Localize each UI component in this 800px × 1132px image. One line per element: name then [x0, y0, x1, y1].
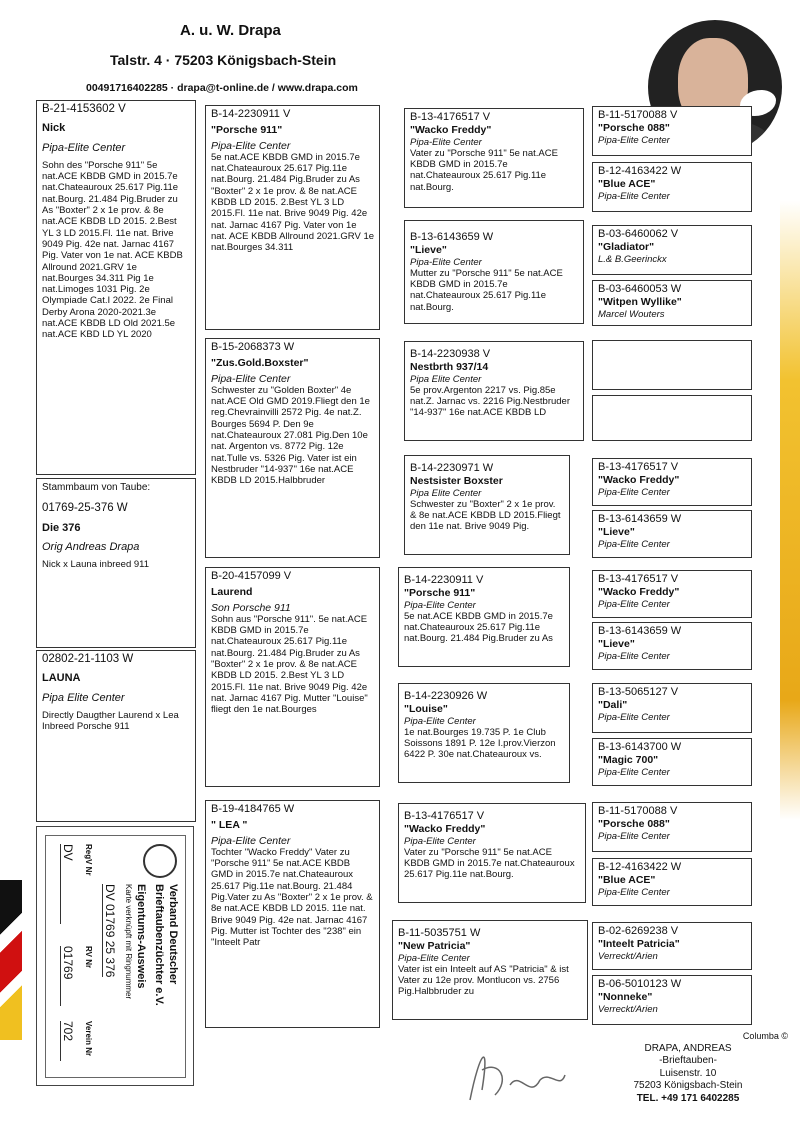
ring-number: B-02-6269238 V [598, 925, 679, 937]
pigeon-name: Laurend [211, 586, 253, 599]
pigeon-name: "Lieve" [598, 638, 635, 651]
loft-name: Pipa-Elite Center [404, 715, 476, 727]
grandparent-box [398, 803, 586, 903]
loft-name: Pipa-Elite Center [598, 886, 670, 898]
loft-name: Pipa-Elite Center [404, 835, 476, 847]
loft-name: Pipa-Elite Center [410, 136, 482, 148]
grandparent-box [404, 220, 584, 324]
ring-number: B-11-5170088 V [598, 109, 678, 121]
dam-sire-box [205, 567, 380, 787]
pigeon-name: "Lieve" [598, 526, 635, 539]
grandparent-box [392, 920, 588, 1020]
great-grandparent-box [592, 922, 752, 970]
ring-number: B-21-4153602 V [42, 103, 126, 115]
pigeon-notes: Vater ist ein Inteelt auf AS "Patricia" & ist Vater zu 12e prov. Montlucon vs. 2756 Pig.Halbbruder zu [398, 963, 569, 998]
pigeon-name: "Magic 700" [598, 754, 659, 767]
card-ring-number: DV 01769 25 376 [103, 884, 117, 978]
ring-number: 01769-25-376 W [42, 502, 128, 515]
loft-name: Pipa-Elite Center [211, 372, 291, 385]
card-value-verein: 702 [60, 1021, 75, 1061]
breeder-address: Talstr. 4 · 75203 Königsbach-Stein [110, 52, 337, 68]
pigeon-name: LAUNA [42, 672, 81, 685]
loft-name: Pipa Elite Center [410, 487, 482, 499]
pigeon-notes: 5e nat.ACE KBDB GMD in 2015.7e nat.Chateauroux 25.617 Pig.11e nat.Bourg. 21.484 Pig.Bruder zu As [404, 610, 553, 645]
loft-name: Son Porsche 911 [211, 601, 291, 614]
pigeon-notes: Vater zu "Porsche 911" 5e nat.ACE KBDB GMD in 2015.7e nat.Chateauroux 25.617 Pig.11e nat.Bourg. [410, 147, 558, 193]
grandparent-box [404, 455, 570, 555]
pigeon-name: "Gladiator" [598, 241, 655, 254]
ring-number: B-11-5035751 W [398, 927, 481, 939]
ring-number: B-13-4176517 V [598, 461, 679, 473]
pigeon-name: "Lieve" [410, 244, 447, 257]
loft-name: Pipa-Elite Center [398, 952, 470, 964]
loft-name: Pipa-Elite Center [598, 190, 670, 202]
signature [460, 1030, 570, 1110]
breeder-name: A. u. W. Drapa [180, 22, 281, 39]
pigeon-name: "Wacko Freddy" [404, 823, 486, 836]
loft-name: Pipa-Elite Center [410, 256, 482, 268]
pigeon-notes: 5e prov.Argenton 2217 vs. Pig.85e nat.Z. Jarnac vs. 2216 Pig.Nestbruder "14-937" 16e nat.ACE KBDB LD [410, 384, 570, 419]
card-org-line1: Verband Deutscher [167, 884, 179, 985]
card-header-rv: RV Nr [84, 946, 93, 969]
grandparent-box [398, 683, 570, 783]
card-subtitle: Karte verknüpft mit Ringnummer [124, 884, 133, 1000]
loft-name: Pipa-Elite Center [598, 134, 670, 146]
pigeon-name: "Zus.Gold.Boxster" [211, 357, 309, 370]
subject-pigeon-box [36, 100, 196, 475]
pigeon-name: "Porsche 911" [404, 587, 476, 600]
pigeon-name: "New Patricia" [398, 940, 471, 953]
great-grandparent-box [592, 225, 752, 275]
pigeon-notes: Mutter zu "Porsche 911" 5e nat.ACE KBDB GMD in 2015.7e nat.Chateauroux 25.617 Pig.11e nat.Bourg. [410, 267, 563, 313]
ring-number: B-11-5170088 V [598, 805, 678, 817]
great-grandparent-box [592, 458, 752, 506]
ring-number: B-13-5065127 V [598, 686, 679, 698]
loft-name: Pipa-Elite Center [42, 141, 126, 154]
pigeon-name: "Witpen Wyllike" [598, 296, 682, 309]
great-grandparent-box [592, 683, 752, 733]
flag-stripe [0, 880, 22, 1040]
grandparent-box [398, 567, 570, 667]
ring-number: B-14-2230911 V [211, 108, 291, 120]
pedigree-pigeon-box [36, 478, 196, 648]
ring-number: B-13-4176517 V [404, 810, 485, 822]
pigeon-notes: Nick x Launa inbreed 911 [42, 559, 150, 571]
great-grandparent-box [592, 340, 752, 390]
pigeon-name: "Wacko Freddy" [598, 586, 680, 599]
breeder-contact: 00491716402285 · drapa@t-online.de / www.drapa.com [86, 82, 358, 94]
pigeon-name: Die 376 [42, 521, 81, 534]
great-grandparent-box [592, 280, 752, 326]
ring-number: B-14-2230971 W [410, 462, 494, 474]
footer-line: Luisenstr. 10 [659, 1067, 717, 1079]
pigeon-notes: Sohn aus "Porsche 911". 5e nat.ACE KBDB GMD in 2015.7e nat.Chateauroux 25.617 Pig.11e nat.Bourg. 21.484 Pig.Bruder zu As "Boxter" 2 x 1e prov. & 8e nat.ACE KBDB LD 2015. 2.Best YL 3 LD 2015.Fl. 11e nat. Brive 9049 Pig. 42e nat. Jarnac 4167 Pig. Mutter "Louise" fliegt den 1e nat.Bourges [211, 613, 368, 716]
grandparent-box [404, 108, 584, 208]
card-value-regv: DV [60, 844, 75, 924]
loft-name: Marcel Wouters [598, 308, 665, 320]
card-value-rv: 01769 [60, 946, 75, 1006]
pigeon-notes: Schwester zu "Boxter" 2 x 1e prov. & 8e nat.ACE KBDB LD 2015.Fliegt den 11e nat. Brive 9049 Pig. [410, 498, 561, 533]
ring-number: B-14-2230926 W [404, 690, 488, 702]
footer-brand: Columba © [742, 1031, 788, 1041]
loft-name: Pipa-Elite Center [211, 139, 291, 152]
ring-number: B-13-4176517 V [598, 573, 679, 585]
footer-line: DRAPA, ANDREAS [644, 1042, 732, 1054]
loft-name: L.& B.Geerinckx [598, 253, 667, 265]
pigeon-name: " LEA " [211, 819, 248, 832]
loft-name: Pipa-Elite Center [598, 830, 670, 842]
great-grandparent-box [592, 802, 752, 852]
card-title: Eigentums-Ausweis [135, 884, 147, 989]
stammbaum-label: Stammbaum von Taube: [42, 482, 151, 493]
loft-name: Orig Andreas Drapa [42, 540, 140, 553]
loft-name: Pipa-Elite Center [404, 599, 476, 611]
ring-number: B-03-6460053 W [598, 283, 682, 295]
ownership-card-content [46, 836, 185, 1077]
pigeon-name: "Porsche 088" [598, 122, 670, 135]
pigeon-notes: Schwester zu "Golden Boxter" 4e nat.ACE Old GMD 2019.Fliegt den 1e reg.Chevrainvilli 2572 Pig. 4e nat.Z. Bourges 5694 P. Den 9e nat.Chateauroux 27.081 Pig.Den 10e nat. Argenton vs. 8772 Pig. 12e nat.Tulle vs. 5326 Pig. Vater ist ein Nestbruder "14-937" 16e nat.ACE KBDB LD 2015.Halbbruder [211, 384, 370, 487]
ring-number: B-06-5010123 W [598, 978, 682, 990]
great-grandparent-box [592, 395, 752, 441]
loft-name: Pipa-Elite Center [598, 766, 670, 778]
vdb-logo-icon [143, 844, 177, 878]
footer-line: TEL. +49 171 6402285 [636, 1092, 740, 1104]
pigeon-name: "Wacko Freddy" [598, 474, 680, 487]
loft-name: Pipa-Elite Center [598, 598, 670, 610]
card-org-line2: Brieftaubenzüchter e.V. [153, 884, 165, 1006]
ownership-card-inner [45, 835, 186, 1078]
pigeon-name: "Porsche 911" [211, 124, 283, 137]
loft-name: Pipa-Elite Center [598, 486, 670, 498]
ring-number: B-12-4163422 W [598, 861, 682, 873]
pigeon-notes: Tochter "Wacko Freddy" Vater zu "Porsche 911" 5e nat.ACE KBDB GMD in 2015.7e nat.Chateauroux 25.617 Pig.11e nat.Bourg. 21.484 Pig.Vater zu As "Boxter" 2 x 1e prov. & 8e nat.ACE KBDB LD 2015. 11e nat. Brive 9049 Pig. 42e nat. Jarnac 4167 Pig. Mutter ist Tochter des "238" ein "Inteelt Patr [211, 846, 373, 949]
pigeon-name: "Louise" [404, 703, 448, 716]
great-grandparent-box [592, 975, 752, 1025]
pigeon-notes: Directly Daugther Laurend x Lea Inbreed Porsche 911 [42, 709, 179, 733]
ring-number: B-13-6143659 W [598, 513, 682, 525]
ring-number: B-13-6143659 W [598, 625, 682, 637]
loft-name: Pipa-Elite Center [211, 834, 291, 847]
ring-number: B-15-2068373 W [211, 341, 295, 353]
loft-name: Pipa-Elite Center [598, 650, 670, 662]
ring-number: B-12-4163422 W [598, 165, 682, 177]
pigeon-name: "Porsche 088" [598, 818, 670, 831]
pigeon-name: Nestsister Boxster [410, 475, 503, 488]
loft-name: Verreckt/Arien [598, 1003, 658, 1015]
footer-line: 75203 Königsbach-Stein [633, 1080, 743, 1091]
ring-number: B-13-4176517 V [410, 111, 491, 123]
pigeon-notes: Sohn des "Porsche 911" 5e nat.ACE KBDB GMD in 2015.7e nat.Chateauroux 25.617 Pig.11e nat.Bourg. 21.484 Pig.Bruder zu As "Boxter" 2 x 1e prov. & 8e nat.ACE KBDB LD 2015. 2.Best YL 3 LD 2015.Fl. 11e nat. Brive 9049 Pig. 42e nat. Jarnac 4167 Pig. Vater von 1e nat. ACE KBDB Allround 2021.GRV 1e nat.Bourges 34.311 Pig 1e nat.Limoges 1031 Pig. 2e Olympiade Cat.I 2022. 2e Final Derby Arona 2020-2021.3e nat.ACE KBDB LD Old 2021.5e nat.ACE KBD LD YL 2020 [42, 159, 183, 341]
footer-contact [588, 1030, 788, 1105]
dam-box [205, 338, 380, 558]
dam-dam-box [205, 800, 380, 1028]
loft-name: Pipa Elite Center [42, 691, 125, 704]
pigeon-notes: Vater zu "Porsche 911" 5e nat.ACE KBDB GMD in 2015.7e nat.Chateauroux 25.617 Pig.11e nat.Bourg. [404, 846, 575, 881]
yellow-edge-stripe [780, 0, 800, 1132]
pigeon-name: "Blue ACE" [598, 178, 656, 191]
pigeon-name: "Nonneke" [598, 991, 653, 1004]
great-grandparent-box [592, 162, 752, 212]
great-grandparent-box [592, 622, 752, 670]
pigeon-name: Nick [42, 122, 66, 135]
loft-name: Pipa-Elite Center [598, 538, 670, 550]
ring-number: B-13-6143700 W [598, 741, 682, 753]
great-grandparent-box [592, 106, 752, 156]
ring-number: B-20-4157099 V [211, 570, 292, 582]
great-grandparent-box [592, 858, 752, 906]
ring-number: B-03-6460062 V [598, 228, 679, 240]
pigeon-name: "Blue ACE" [598, 874, 656, 887]
pigeon-name: Nestbrth 937/14 [410, 361, 489, 374]
sire-box [205, 105, 380, 330]
pigeon-name: "Wacko Freddy" [410, 124, 492, 137]
loft-name: Pipa Elite Center [410, 373, 482, 385]
great-grandparent-box [592, 510, 752, 558]
ring-number: B-14-2230911 V [404, 574, 484, 586]
card-header-regv: RegV Nr [84, 844, 93, 876]
pigeon-notes: 5e nat.ACE KBDB GMD in 2015.7e nat.Chateauroux 25.617 Pig.11e nat.Bourg. 21.484 Pig.Bruder zu As "Boxter" 2 x 1e prov. & 8e nat.ACE KBDB LD 2015. 2.Best YL 3 LD 2015.Fl. 11e nat. Brive 9049 Pig. 42e nat. Jarnac 4167 Pig. Vater von 1e nat. ACE KBDB Allround 2021.GRV 1e nat.Bourges 34.311 [211, 151, 375, 254]
pigeon-name: "Inteelt Patricia" [598, 938, 680, 951]
pigeon-name: "Dali" [598, 699, 628, 712]
ring-number: B-19-4184765 W [211, 803, 295, 815]
dam-pigeon-box [36, 650, 196, 822]
footer-line: -Brieftauben- [659, 1055, 717, 1066]
loft-name: Pipa-Elite Center [598, 711, 670, 723]
card-header-verein: Verein Nr [84, 1021, 93, 1057]
great-grandparent-box [592, 738, 752, 786]
great-grandparent-box [592, 570, 752, 618]
ring-number: 02802-21-1103 W [42, 653, 134, 665]
ownership-card [36, 826, 194, 1086]
grandparent-box [404, 341, 584, 441]
pigeon-notes: 1e nat.Bourges 19.735 P. 1e Club Soissons 1891 P. 12e I.prov.Vierzon 6422 P. 30e nat.Chateauroux vs. [404, 726, 556, 761]
ring-number: B-13-6143659 W [410, 231, 494, 243]
ring-number: B-14-2230938 V [410, 348, 491, 360]
loft-name: Verreckt/Arien [598, 950, 658, 962]
